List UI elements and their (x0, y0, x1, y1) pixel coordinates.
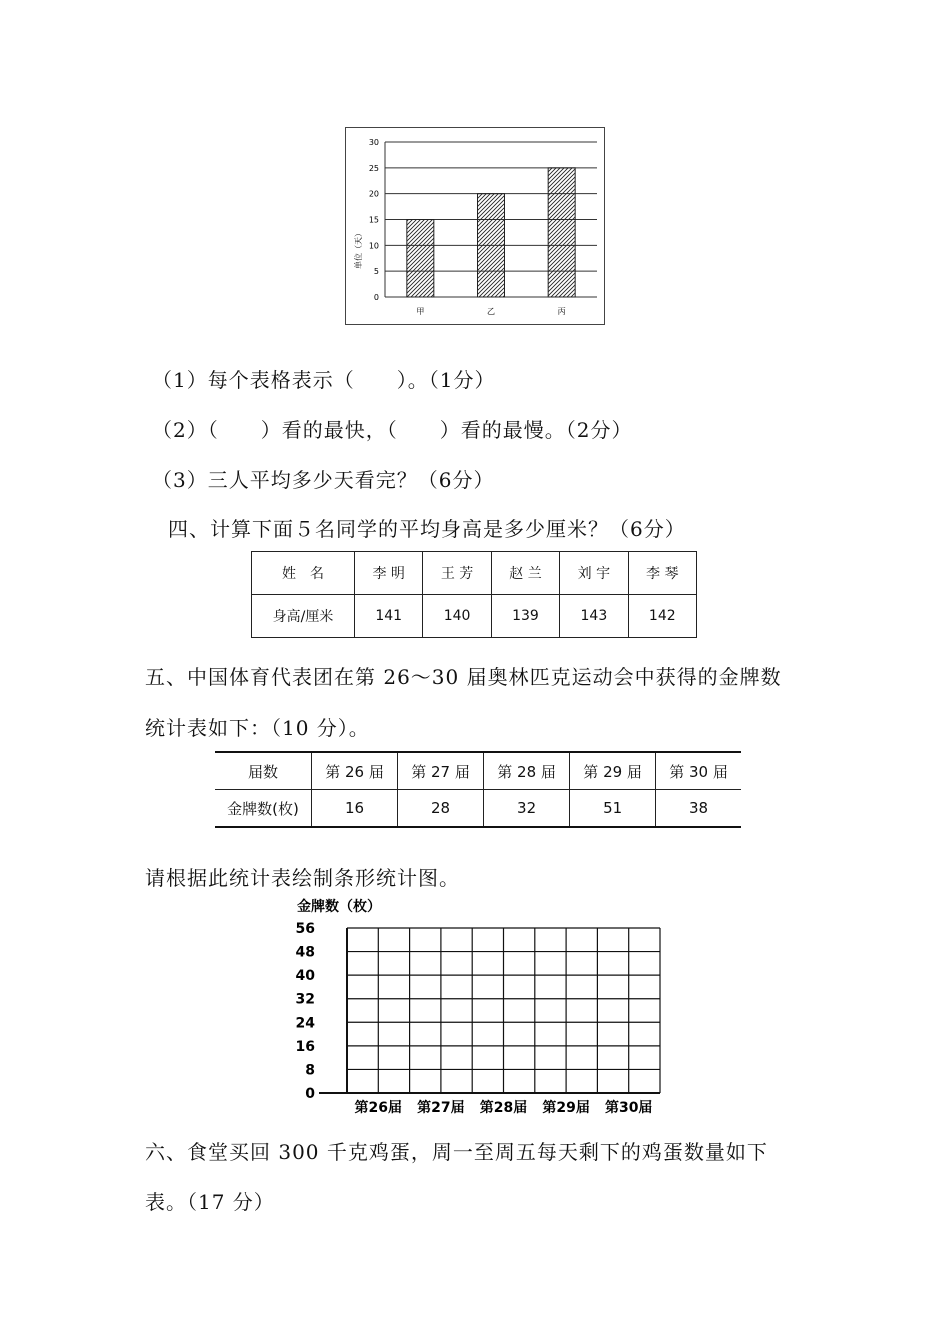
medal-table (215, 751, 741, 828)
medal-cell: 28 (398, 790, 484, 828)
question-3: （3）三人平均多少天看完？（6分） (152, 468, 495, 492)
row-label: 身高/厘米 (252, 595, 355, 638)
chart1-y-tick: 25 (368, 163, 379, 173)
row-label: 金牌数(枚) (227, 799, 299, 818)
height-cell: 142 (628, 595, 696, 638)
reading-days-bar-chart (345, 127, 605, 325)
height-cell: 140 (423, 595, 491, 638)
session-cell: 第 29 届 (570, 752, 656, 790)
question-1: （1）每个表格表示（ ）。（1分） (152, 368, 496, 392)
chart1-y-tick: 20 (368, 189, 379, 199)
chart1-x-tick: 乙 (487, 307, 495, 316)
chart1-y-tick: 5 (373, 267, 379, 277)
chart1-y-tick: 10 (368, 241, 379, 251)
section-6-line-2: 表。（17 分） (145, 1190, 275, 1214)
chart2-y-tick: 32 (295, 991, 315, 1008)
chart2-x-tick: 第29届 (542, 1100, 590, 1116)
medal-cell: 16 (312, 790, 398, 828)
chart2-x-tick: 第28届 (479, 1100, 528, 1116)
height-cell: 141 (355, 595, 423, 638)
name-cell: 李 明 (355, 552, 423, 595)
question-2: （2）（ ）看的最快，（ ）看的最慢。（2分） (152, 418, 633, 442)
name-cell: 赵 兰 (491, 552, 559, 595)
chart2-y-tick: 0 (305, 1086, 315, 1102)
session-cell: 第 26 届 (312, 752, 398, 790)
chart2-y-tick: 56 (295, 921, 315, 937)
chart1-y-tick: 0 (373, 293, 379, 302)
chart2-x-tick: 第27届 (417, 1100, 465, 1116)
height-cell: 139 (491, 595, 559, 638)
section-4-title: 四、计算下面５名同学的平均身高是多少厘米？（6分） (168, 517, 686, 541)
section-5-line-2: 统计表如下：（10 分）。 (145, 716, 370, 740)
chart2-y-axis-label: 金牌数（枚） (297, 899, 381, 915)
session-cell: 第 28 届 (484, 752, 570, 790)
chart1-y-axis-label: 单位（天） (354, 229, 363, 269)
table-row (252, 595, 697, 638)
name-cell: 刘 宇 (560, 552, 628, 595)
header-label: 姓 名 (252, 552, 355, 595)
chart1-y-tick: 15 (368, 215, 379, 225)
section-6-line-1: 六、食堂买回 300 千克鸡蛋，周一至周五每天剩下的鸡蛋数量如下 (145, 1140, 768, 1164)
header-label: 届数 (215, 752, 312, 790)
table-row (215, 790, 741, 828)
session-cell: 第 30 届 (656, 752, 741, 790)
chart1-bar (407, 220, 434, 298)
name-cell: 李 琴 (628, 552, 696, 595)
section-5-instruction: 请根据此统计表绘制条形统计图。 (145, 866, 460, 890)
section-5-line-1: 五、中国体育代表团在第 26～30 届奥林匹克运动会中获得的金牌数 (145, 665, 782, 689)
table-row (215, 752, 741, 790)
name-cell: 王 芳 (423, 552, 491, 595)
chart1-y-tick: 30 (368, 138, 379, 147)
session-cell: 第 27 届 (398, 752, 484, 790)
chart2-y-tick: 40 (295, 968, 315, 985)
medal-cell: 51 (570, 790, 656, 828)
chart1-bar (478, 194, 505, 297)
chart1-x-tick: 丙 (557, 307, 566, 316)
height-table (251, 551, 697, 638)
chart1-bar (548, 168, 575, 297)
chart2-x-tick: 第30届 (604, 1100, 653, 1116)
height-cell: 143 (560, 595, 628, 638)
chart2-y-tick: 8 (305, 1062, 315, 1079)
medal-grid-chart (285, 895, 675, 1120)
chart1-x-tick: 甲 (416, 307, 425, 316)
chart2-y-tick: 16 (295, 1038, 315, 1055)
chart2-x-tick: 第26届 (354, 1100, 403, 1116)
table-row (252, 552, 697, 595)
chart2-y-tick: 48 (295, 944, 315, 961)
medal-cell: 32 (484, 790, 570, 828)
medal-cell: 38 (656, 790, 741, 828)
chart2-y-tick: 24 (295, 1015, 315, 1032)
